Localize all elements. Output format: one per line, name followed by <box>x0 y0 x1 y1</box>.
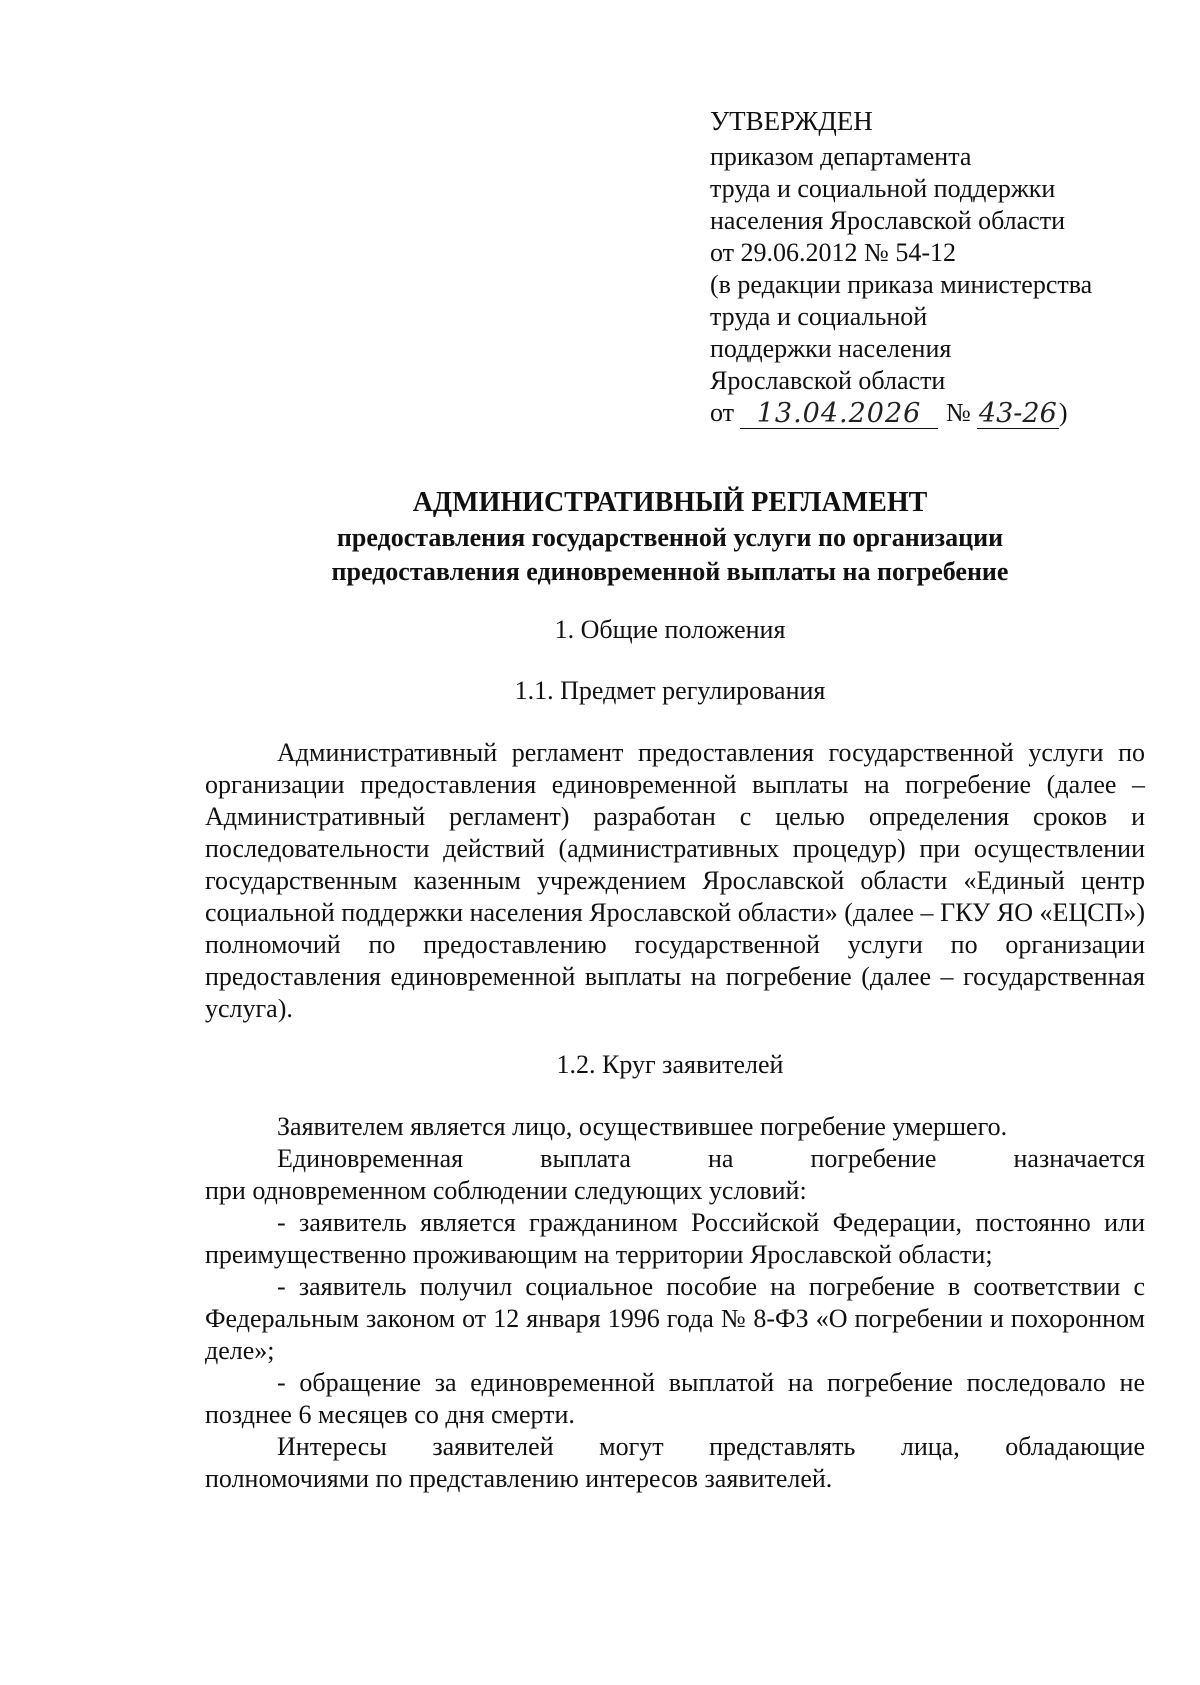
paragraph-applicant: Заявителем является лицо, осуществившее погребение умершего. <box>277 1112 1008 1141</box>
title-subtitle-line: предоставления государственной услуги по организации <box>336 523 1004 552</box>
handwritten-date: 13.04.2026 <box>740 400 938 429</box>
title-main: АДМИНИСТРАТИВНЫЙ РЕГЛАМЕНТ <box>412 487 928 518</box>
paragraph-condition-allowance: - заявитель получил социальное пособие на погребение в соответствии с Федеральным законом от 12 января 1996 года № 8-ФЗ «О погребении и похоронном деле»; <box>205 1272 1145 1365</box>
approval-line: поддержки населения <box>710 334 952 363</box>
approval-line: труда и социальной поддержки <box>710 174 1056 203</box>
approval-line: от 29.06.2012 № 54-12 <box>710 238 956 267</box>
paragraph-conditions-line2: при одновременном соблюдении следующих условий: <box>205 1176 807 1205</box>
approval-heading: УТВЕРЖДЕН <box>710 106 873 136</box>
approval-date-number-row <box>710 397 1150 429</box>
closing-parenthesis: ) <box>1058 398 1068 427</box>
handwritten-number: 43-26 <box>977 400 1059 429</box>
approval-line: приказом департамента <box>710 142 972 171</box>
paragraph-subject: Административный регламент предоставления государственной услуги по организации предоставления единовременной выплаты на погребение (далее – Административный регламент) разработан с целью определения сроков и последовательности действий (административных процедур) при осуществлении государственным казенным учреждением Ярославской области «Единый центр социальной поддержки населения Ярославской области» (далее – ГКУ ЯО «ЕЦСП») полномочий по предоставлению государственной услуги по организации предоставления единовременной выплаты на погребение (далее – государственная услуга). <box>205 738 1145 1023</box>
date-prefix: от <box>710 398 735 427</box>
approval-line: населения Ярославской области <box>710 206 1065 235</box>
paragraph-condition-deadline: - обращение за единовременной выплатой на погребение последовало не позднее 6 месяцев со дня смерти. <box>205 1368 1145 1429</box>
section-heading-1: 1. Общие положения <box>554 615 786 644</box>
number-label: № <box>946 398 971 427</box>
paragraph-representatives-line1: Интересы заявителей могут представлять лица, обладающие <box>277 1432 1145 1461</box>
approval-line: Ярославской области <box>710 366 946 395</box>
section-heading-1-2: 1.2. Круг заявителей <box>556 1050 784 1079</box>
approval-line: труда и социальной <box>710 302 928 331</box>
approval-line: (в редакции приказа министерства <box>710 270 1093 299</box>
document-title <box>200 485 1140 589</box>
paragraph-representatives-line2: полномочиями по представлению интересов заявителей. <box>205 1464 833 1493</box>
approval-stamp-block <box>710 103 1150 429</box>
title-subtitle-line: предоставления единовременной выплаты на погребение <box>331 557 1009 586</box>
section-heading-1-1: 1.1. Предмет регулирования <box>514 676 826 705</box>
paragraph-condition-citizen: - заявитель является гражданином Российской Федерации, постоянно или преимущественно проживающим на территории Ярославской области; <box>205 1208 1145 1269</box>
paragraph-conditions-line1: Единовременная выплата на погребение назначается <box>277 1144 1145 1173</box>
